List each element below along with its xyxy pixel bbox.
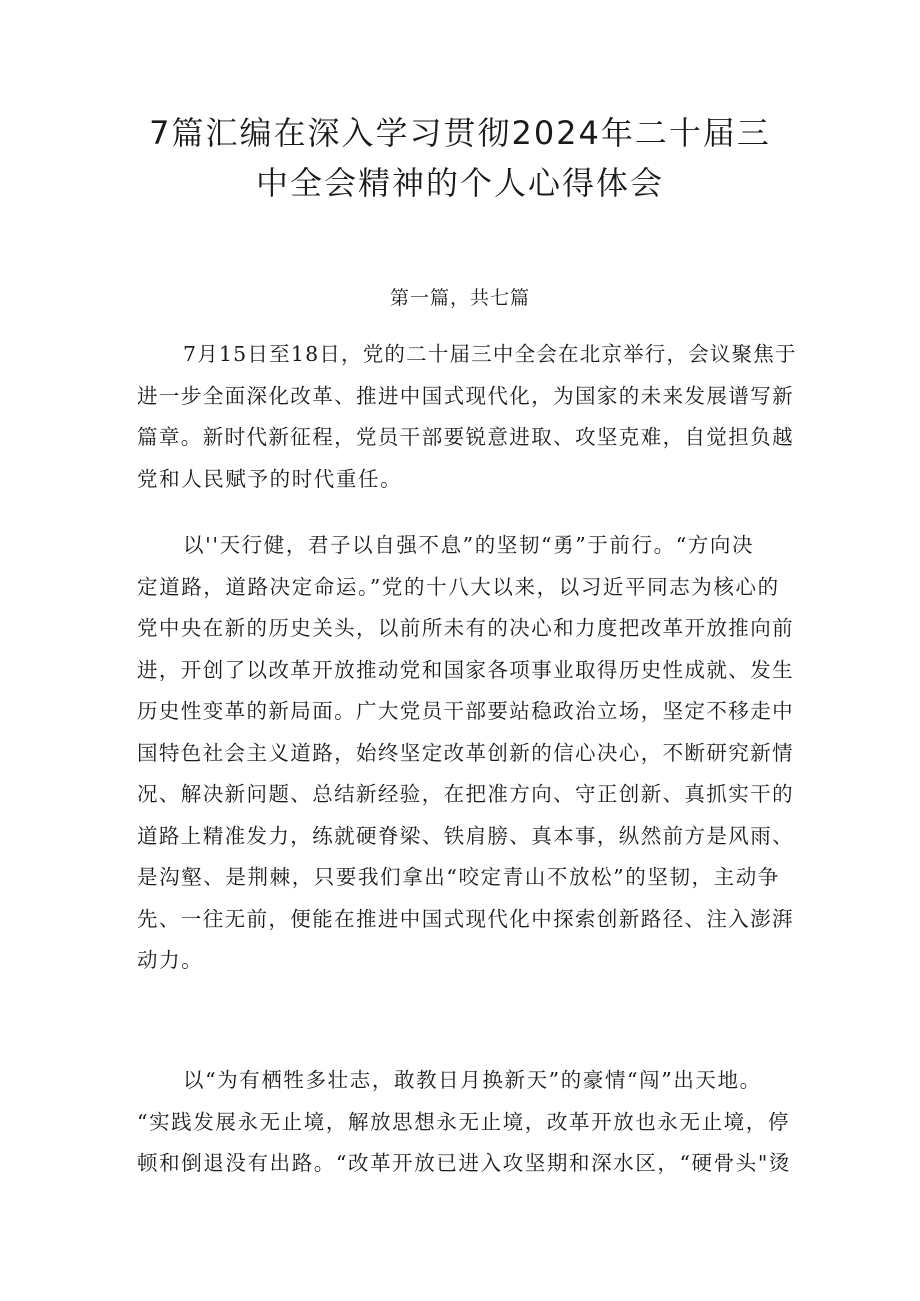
paragraph-line: 以''天行健，君子以自强不息”的坚韧“勇”于前行。“方向决 xyxy=(183,533,755,557)
paragraph-line: 党中央在新的历史关头，以前所未有的决心和力度把改革开放推向前 xyxy=(137,616,794,640)
paragraph-line: 道路上精准发力，练就硬脊梁、铁肩膀、真本事，纵然前方是风雨、 xyxy=(137,823,794,848)
paragraph-line: 先、一往无前，便能在推进中国式现代化中探索创新路径、注入澎湃 xyxy=(137,906,794,931)
paragraph-line: 进一步全面深化改革、推进中国式现代化，为国家的未来发展谱写新 xyxy=(137,383,794,408)
paragraph-1 xyxy=(137,334,797,500)
paragraph-line: 顿和倒退没有出路。“改革开放已进入攻坚期和深水区，“硬骨头"烫 xyxy=(137,1151,791,1175)
paragraph-line: 以“为有栖牲多壮志，敢教日月换新天”的豪情“闯”出天地。 xyxy=(183,1068,762,1092)
paragraph-line: 是沟壑、是荆棘，只要我们拿出“咬定青山不放松”的坚韧，主动争 xyxy=(137,865,780,889)
paragraph-3 xyxy=(137,1060,797,1185)
paragraph-line: 历史性变革的新局面。广大党员干部要站稳政治立场，坚定不移走中 xyxy=(137,699,794,723)
paragraph-line: “实践发展永无止境，解放思想永无止境，改革开放也永无止境，停 xyxy=(137,1109,790,1134)
section-label: 第一篇，共七篇 xyxy=(389,287,530,309)
paragraph-line: 进，开创了以改革开放推动党和国家各项事业取得历史性成就、发生 xyxy=(137,657,794,682)
paragraph-2 xyxy=(137,525,797,982)
title-line-1: 7篇汇编在深入学习贯彻2024年二十届三 xyxy=(149,114,771,152)
paragraph-line: 党和人民赋予的时代重任。 xyxy=(137,466,403,491)
paragraph-line: 况、解决新问题、总结新经验，在把准方向、守正创新、真抓实干的 xyxy=(137,782,794,806)
document-title xyxy=(0,108,920,208)
paragraph-line: 定道路，道路决定命运。”党的十八大以来，以习近平同志为核心的 xyxy=(137,574,780,599)
title-line-2: 中全会精神的个人心得体会 xyxy=(255,164,664,202)
paragraph-line: 国特色社会主义道路，始终坚定改革创新的信心决心，不断研究新情 xyxy=(137,740,794,765)
paragraph-line: 7月15日至18日，党的二十届三中全会在北京举行，会议聚焦于 xyxy=(183,342,797,366)
paragraph-line: 动力。 xyxy=(137,948,204,972)
paragraph-line: 篇章。新时代新征程，党员干部要锐意进取、攻坚克难，自觉担负越 xyxy=(137,425,794,449)
